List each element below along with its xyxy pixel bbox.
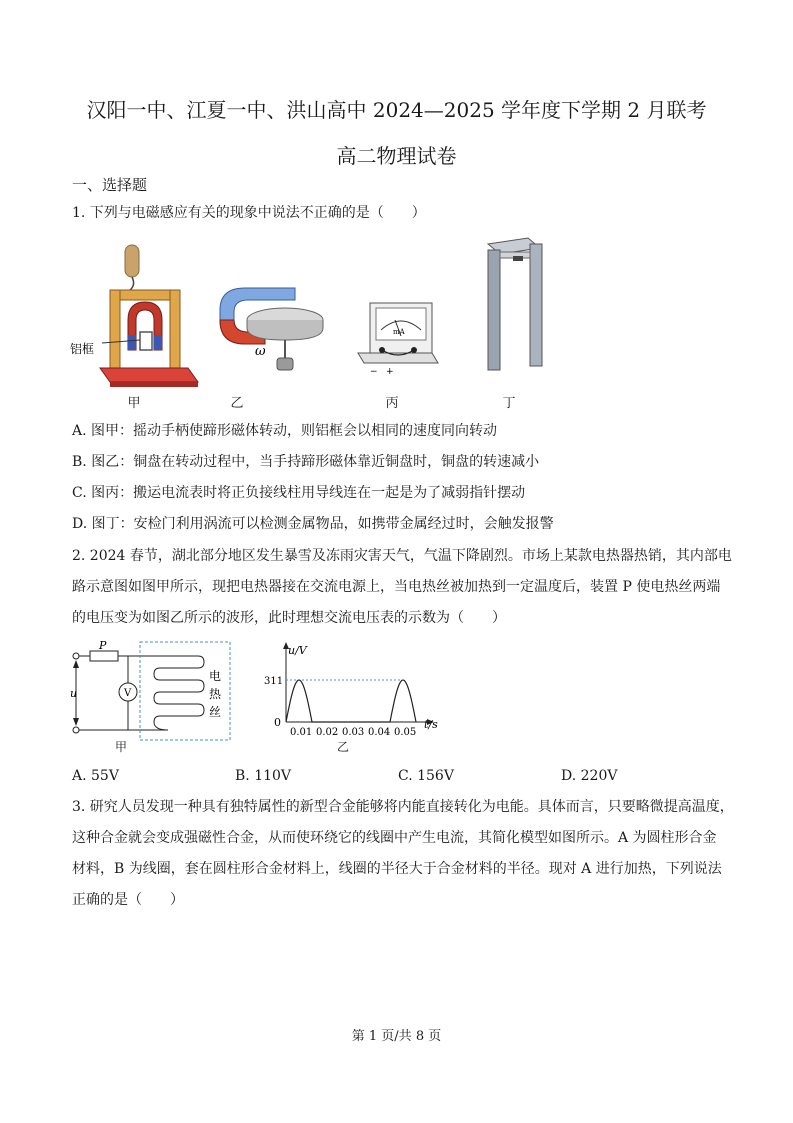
- figure-bing: [350, 298, 440, 378]
- circuit-u-label: u: [70, 687, 78, 700]
- page-footer: 第 1 页/共 8 页: [351, 1029, 442, 1044]
- meter-plus-label: +: [386, 367, 394, 377]
- q2-stem-line3: 的电压变为如图乙所示的波形，此时理想交流电压表的示数为（ ）: [72, 610, 506, 626]
- chart-caption: 乙: [336, 740, 349, 754]
- waveform-series: [286, 680, 416, 722]
- voltmeter-symbol: V: [124, 688, 132, 699]
- figure-ding: [468, 236, 558, 376]
- q2-option-c: C. 156V: [398, 768, 454, 784]
- chart-xtick-4: 0.04: [368, 727, 391, 738]
- chart-xlabel: t/s: [424, 718, 438, 731]
- q3-stem-line3: 材料，B 为线圈，套在圆柱形合金材料上，线圈的半径大于合金材料的半径。现对 A 进行加热，下列说法: [72, 861, 722, 877]
- caption-jia: 甲: [127, 396, 141, 411]
- heater-label-2: 热: [209, 687, 222, 701]
- q1-option-b: B. 图乙：铜盘在转动过程中，当手持蹄形磁体靠近铜盘时，铜盘的转速减小: [72, 454, 540, 470]
- chart-ytick-311: 311: [264, 676, 284, 687]
- chart-xtick-3: 0.03: [342, 727, 365, 738]
- q2-stem-line1: 2. 2024 春节，湖北部分地区发生暴雪及冻雨灾害天气，气温下降剧烈。市场上某款电热器热销，其内部电: [72, 548, 732, 564]
- q2-option-b: B. 110V: [235, 768, 292, 784]
- exam-title: 汉阳一中、江夏一中、洪山高中 2024—2025 学年度下学期 2 月联考: [86, 98, 707, 122]
- q1-option-c: C. 图丙：搬运电流表时将正负接线柱用导线连在一起是为了减弱指针摆动: [72, 485, 526, 501]
- q2-stem-line2: 路示意图如图甲所示，现把电热器接在交流电源上，当电热丝被加热到一定温度后，装置 P 使电热丝两端: [72, 579, 721, 595]
- omega-symbol: ω: [255, 344, 266, 359]
- circuit-diagram: [68, 640, 238, 755]
- q1-stem: 1. 下列与电磁感应有关的现象中说法不正确的是（ ）: [72, 205, 426, 221]
- chart-ylabel: u/V: [288, 644, 307, 657]
- q3-stem-line4: 正确的是（ ）: [72, 892, 184, 908]
- chart-xtick-2: 0.02: [316, 727, 339, 738]
- figure-jia: [70, 240, 200, 390]
- caption-yi: 乙: [230, 396, 244, 411]
- heater-label-1: 电: [209, 669, 222, 683]
- caption-ding: 丁: [502, 396, 516, 411]
- circuit-caption: 甲: [114, 740, 127, 754]
- q1-option-d: D. 图丁：安检门利用涡流可以检测金属物品，如携带金属经过时，会触发报警: [72, 516, 554, 532]
- section-heading: 一、选择题: [72, 176, 148, 194]
- caption-bing: 丙: [385, 396, 399, 411]
- meter-minus-label: −: [370, 367, 378, 377]
- meter-unit-label: mA: [393, 328, 405, 336]
- q2-option-d: D. 220V: [561, 768, 618, 784]
- chart-origin: 0: [274, 716, 281, 729]
- chart-xtick-5: 0.05: [394, 727, 417, 738]
- q3-stem-line2: 这种合金就会变成强磁性合金，从而使环绕它的线圈中产生电流，其简化模型如图所示。A 为圆柱形合金: [72, 830, 717, 846]
- q3-stem-line1: 3. 研究人员发现一种具有独特属性的新型合金能够将内能直接转化为电能。具体而言，只要略微提高温度，: [72, 799, 734, 815]
- circuit-p-label: P: [99, 640, 107, 652]
- aluminum-frame-label: 铝框: [70, 342, 95, 356]
- heater-label-3: 丝: [209, 705, 222, 719]
- q2-option-a: A. 55V: [72, 768, 119, 784]
- q1-option-a: A. 图甲：摇动手柄使蹄形磁体转动，则铝框会以相同的速度同向转动: [72, 423, 498, 439]
- figure-yi: [210, 280, 330, 380]
- exam-subtitle: 高二物理试卷: [336, 144, 457, 168]
- chart-xtick-1: 0.01: [290, 727, 313, 738]
